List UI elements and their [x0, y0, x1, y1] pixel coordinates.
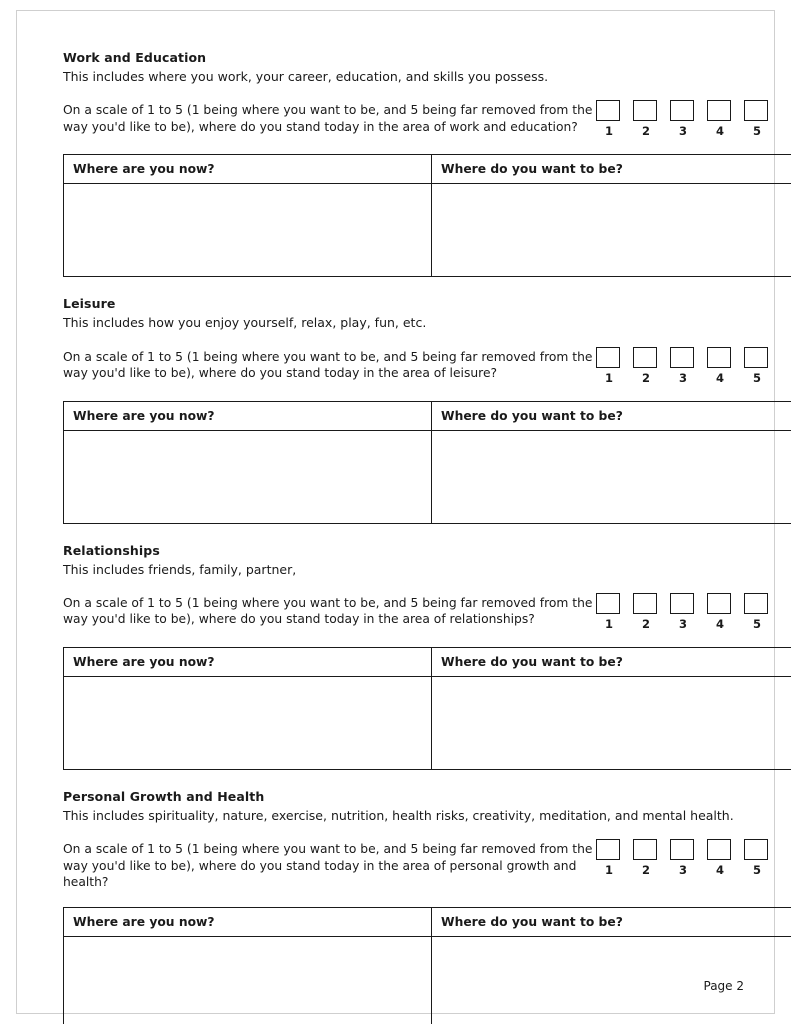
scale-question: On a scale of 1 to 5 (1 being where you want to be, and 5 being far removed from the way you'd like to be), where do you stand today in the area of leisure?: [63, 349, 593, 381]
scale-option-5[interactable]: [744, 839, 770, 877]
scale-option-5[interactable]: [744, 347, 770, 385]
scale-checkbox-group[interactable]: [593, 839, 770, 877]
scale-number: 1: [604, 124, 613, 139]
scale-option-3[interactable]: [670, 593, 696, 631]
scale-checkbox[interactable]: [633, 593, 657, 614]
table-header-row: [64, 155, 791, 184]
scale-number: 4: [715, 370, 724, 385]
scale-number: 1: [604, 616, 613, 631]
scale-checkbox[interactable]: [633, 100, 657, 121]
section-title: Personal Growth and Health: [63, 788, 265, 804]
scale-number: 5: [752, 616, 761, 631]
scale-option-2[interactable]: [633, 593, 659, 631]
section-subtitle: This includes spirituality, nature, exercise, nutrition, health risks, creativity, meditation, and mental health.: [63, 807, 734, 823]
column-header-now: Where are you now?: [64, 155, 432, 184]
scale-checkbox[interactable]: [670, 593, 694, 614]
scale-number: 2: [641, 616, 650, 631]
section-personal-growth-and-health: [63, 788, 762, 1024]
answer-cell-want[interactable]: [432, 430, 791, 523]
scale-number: 4: [715, 863, 724, 877]
section-subtitle: This includes where you work, your career, education, and skills you possess.: [63, 69, 549, 85]
scale-checkbox-group[interactable]: [593, 100, 770, 138]
scale-row: [63, 100, 762, 138]
scale-option-5[interactable]: [744, 593, 770, 631]
scale-number: 3: [678, 616, 687, 631]
table-header-row: [64, 647, 791, 676]
scale-checkbox-group[interactable]: [593, 347, 770, 385]
scale-checkbox[interactable]: [633, 347, 657, 368]
answer-cell-want[interactable]: [432, 184, 791, 277]
answer-cell-want[interactable]: [432, 676, 791, 769]
page-number: Page 2: [703, 979, 744, 993]
scale-checkbox[interactable]: [744, 593, 768, 614]
scale-option-4[interactable]: [707, 593, 733, 631]
answer-cell-now[interactable]: [64, 676, 432, 769]
scale-number: 2: [641, 863, 650, 877]
scale-number: 2: [641, 370, 650, 385]
scale-option-1[interactable]: [596, 839, 622, 877]
table-row: [64, 676, 791, 769]
scale-checkbox[interactable]: [596, 839, 620, 860]
answer-cell-now[interactable]: [64, 936, 432, 1024]
scale-option-2[interactable]: [633, 100, 659, 138]
scale-option-4[interactable]: [707, 347, 733, 385]
scale-checkbox[interactable]: [670, 839, 694, 860]
scale-option-3[interactable]: [670, 839, 696, 877]
scale-checkbox[interactable]: [596, 347, 620, 368]
section-work-and-education: [63, 49, 762, 277]
scale-option-1[interactable]: [596, 100, 622, 138]
answer-cell-now[interactable]: [64, 430, 432, 523]
column-header-now: Where are you now?: [64, 401, 432, 430]
scale-number: 5: [752, 370, 761, 385]
section-leisure: [63, 295, 762, 523]
scale-checkbox[interactable]: [707, 100, 731, 121]
section-subtitle: This includes how you enjoy yourself, relax, play, fun, etc.: [63, 315, 427, 331]
scale-row: [63, 347, 762, 385]
scale-checkbox[interactable]: [744, 839, 768, 860]
scale-number: 4: [715, 124, 724, 139]
section-subtitle: This includes friends, family, partner,: [63, 561, 297, 577]
scale-question: On a scale of 1 to 5 (1 being where you want to be, and 5 being far removed from the way you'd like to be), where do you stand today in the area of relationships?: [63, 595, 593, 627]
scale-option-5[interactable]: [744, 100, 770, 138]
section-title: Relationships: [63, 542, 160, 558]
scale-checkbox[interactable]: [707, 347, 731, 368]
scale-number: 3: [678, 370, 687, 385]
column-header-now: Where are you now?: [64, 907, 432, 936]
scale-checkbox[interactable]: [744, 100, 768, 121]
scale-option-4[interactable]: [707, 100, 733, 138]
scale-row: [63, 593, 762, 631]
column-header-now: Where are you now?: [64, 647, 432, 676]
section-title: Leisure: [63, 296, 116, 312]
scale-checkbox[interactable]: [670, 347, 694, 368]
table-row: [64, 430, 791, 523]
scale-number: 2: [641, 124, 650, 139]
worksheet-content: [63, 49, 762, 1024]
scale-question: On a scale of 1 to 5 (1 being where you want to be, and 5 being far removed from the way you'd like to be), where do you stand today in the area of work and education?: [63, 103, 593, 134]
table-header-row: [64, 401, 791, 430]
column-header-want: Where do you want to be?: [432, 401, 791, 430]
response-table: [63, 647, 791, 770]
answer-cell-now[interactable]: [64, 184, 432, 277]
column-header-want: Where do you want to be?: [432, 647, 791, 676]
scale-checkbox[interactable]: [670, 100, 694, 121]
scale-option-2[interactable]: [633, 347, 659, 385]
scale-checkbox[interactable]: [633, 839, 657, 860]
response-table: [63, 154, 791, 277]
scale-option-1[interactable]: [596, 593, 622, 631]
table-row: [64, 184, 791, 277]
scale-number: 1: [604, 863, 613, 877]
scale-number: 4: [715, 616, 724, 631]
scale-number: 1: [604, 370, 613, 385]
paper-sheet: [16, 10, 775, 1014]
scale-checkbox[interactable]: [744, 347, 768, 368]
scale-checkbox-group[interactable]: [593, 593, 770, 631]
scale-option-2[interactable]: [633, 839, 659, 877]
scale-option-3[interactable]: [670, 347, 696, 385]
section-relationships: [63, 542, 762, 770]
scale-option-3[interactable]: [670, 100, 696, 138]
column-header-want: Where do you want to be?: [432, 155, 791, 184]
section-title: Work and Education: [63, 50, 207, 65]
scale-question: On a scale of 1 to 5 (1 being where you want to be, and 5 being far removed from the way you'd like to be), where do you stand today in the area of personal growth and health?: [63, 842, 593, 890]
scale-option-4[interactable]: [707, 839, 733, 877]
scale-checkbox[interactable]: [596, 100, 620, 121]
column-header-want: Where do you want to be?: [432, 907, 791, 936]
scale-row: [63, 839, 762, 891]
scale-number: 3: [678, 863, 687, 877]
scale-checkbox[interactable]: [596, 593, 620, 614]
table-header-row: [64, 907, 791, 936]
scale-number: 5: [752, 863, 761, 877]
scale-number: 3: [678, 124, 687, 139]
scale-checkbox[interactable]: [707, 839, 731, 860]
response-table: [63, 907, 791, 1024]
scale-number: 5: [752, 124, 761, 139]
table-row: [64, 936, 791, 1024]
scale-checkbox[interactable]: [707, 593, 731, 614]
scale-option-1[interactable]: [596, 347, 622, 385]
response-table: [63, 401, 791, 524]
